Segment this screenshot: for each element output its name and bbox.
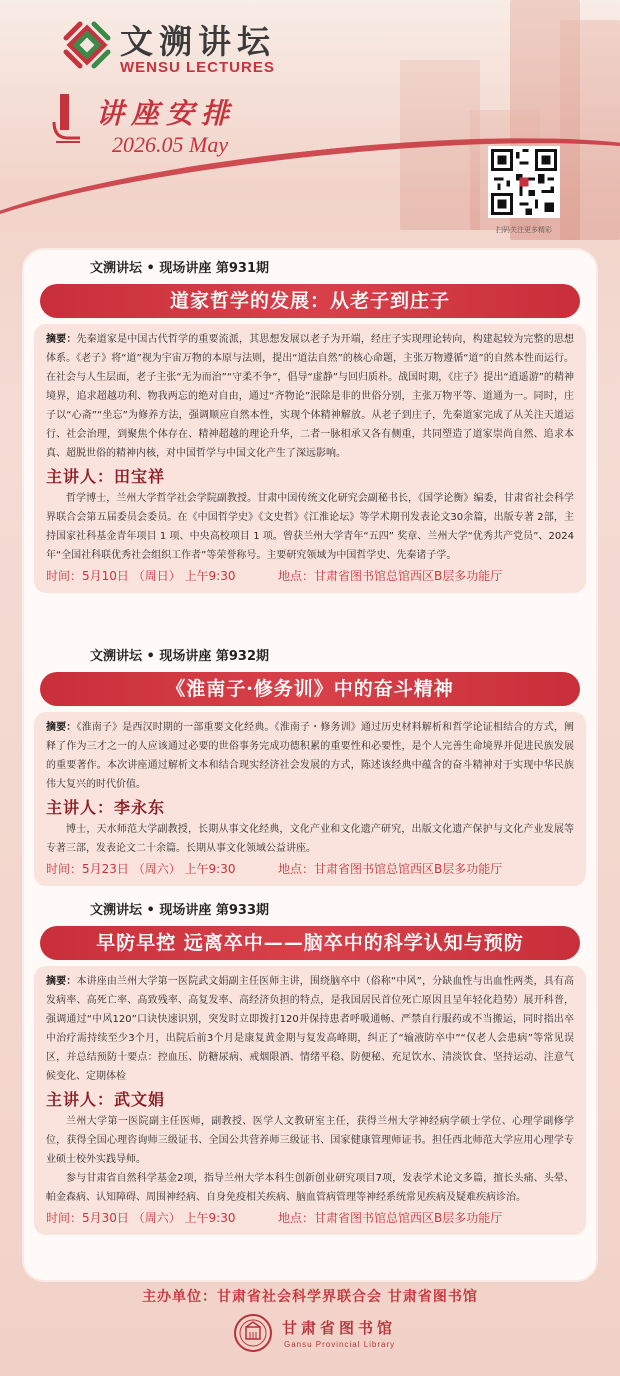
speaker-heading bbox=[46, 796, 574, 820]
schedule-date: 2026.05 May bbox=[112, 132, 229, 157]
lecture-location: 地点：甘肃省图书馆总馆西区B层多功能厅 bbox=[278, 569, 503, 583]
speaker-heading bbox=[46, 465, 574, 489]
brand-name-en: WENSU LECTURES bbox=[120, 59, 275, 76]
bookmark-ornament-icon bbox=[52, 92, 82, 144]
speaker-label: 主讲人： bbox=[46, 467, 115, 486]
lecture-series: 文溯讲坛 • 现场讲座 第932期 bbox=[90, 649, 270, 664]
lecture-location: 地点：甘肃省图书馆总馆西区B层多功能厅 bbox=[278, 862, 503, 876]
speaker-name: 李永东 bbox=[114, 798, 166, 817]
speaker-bio: 兰州大学第一医院副主任医师，副教授、医学人文教研室主任，获得兰州大学神经病学硕士学位、心理学副修学位，获得全国心理咨询师三级证书、全国公共营养师三级证书、国家健康管理师证书。担任西北师范大学应用心理学专业硕士校外实践导师。 bbox=[46, 1116, 574, 1165]
speaker-label: 主讲人： bbox=[46, 1090, 115, 1109]
header bbox=[0, 0, 620, 250]
speaker-name: 田宝祥 bbox=[114, 467, 166, 486]
abstract-text: 《淮南子》是西汉时期的一部重要文化经典。《淮南子・修务训》通过历史材料解析和哲学论证相结合的方式，阐释了作为三才之一的人应该通过必要的世俗事务完成功德积累的重要性和必要性，是个人完善生命境界并促进民族发展的重要著作。本次讲座通过解析文本和结合现实经济社会发展的方式，陈述该经典中蕴含的奋斗精神对于实现中华民族伟大复兴的时代价值。 bbox=[46, 722, 575, 790]
library-name-cn: 甘肃省图书馆 bbox=[282, 1319, 397, 1337]
lecture-series: 文溯讲坛 • 现场讲座 第931期 bbox=[90, 261, 270, 276]
lecture-title: 《淮南子·修务训》中的奋斗精神 bbox=[40, 672, 580, 706]
qr-caption: 扫码关注更多精彩 bbox=[496, 226, 552, 234]
lecture-title: 早防早控 远离卒中——脑卒中的科学认知与预防 bbox=[40, 926, 580, 960]
abstract-text: 先秦道家是中国古代哲学的重要流派，其思想发展以老子为开端，经庄子实现理论转向，构建起较为完整的思想体系。《老子》将“道”视为宇宙万物的本原与法则，提出“道法自然”的核心命题，主张万物遵循“道”的自然本性而运行。在社会与人生层面，老子主张“无为而治”“守柔不争”，倡导“虚静”与回归质朴。战国时期，《庄子》提出“逍遥游”的精神境界，追求超越功利、物我两忘的绝对自由，通过“齐物论”泯除是非的世俗分别，主张万物平等、道通为一。同时，庄子以“心斋”“坐忘”为修养方法，强调顺应自然本性，实现个体精神解放。从老子到庄子，先秦道家完成了从关注天道运行、社会治理，到聚焦个体存在、精神超越的理论升华，二者一脉相承又各有侧重，共同塑造了道家崇尚自然、追求本真、超脱世俗的精神内核，对中国哲学与中国文化产生了深远影响。 bbox=[46, 334, 575, 459]
abstract-label: 摘要： bbox=[46, 722, 77, 733]
speaker-bio: 参与甘肃省自然科学基金2项，指导兰州大学本科生创新创业研究项目7项，发表学术论文多篇，擅长头痛、头晕、帕金森病、认知障碍、周围神经病、自身免疫相关疾病、脑血管病管理等神经系统常见疾病及疑难疾病诊治。 bbox=[46, 1173, 574, 1203]
lecture-931 bbox=[34, 258, 586, 593]
lecture-time: 时间：5月23日 （周六） 上午9:30 bbox=[46, 862, 236, 876]
speaker-bio: 博士，天水师范大学副教授，长期从事文化经典，文化产业和文化遗产研究，出版文化遗产保护与文化产业发展等专著三部，发表论文二十余篇。长期从事文化领域公益讲座。 bbox=[46, 824, 574, 854]
library-name-en: Gansu Provincial Library bbox=[284, 1340, 396, 1349]
library-seal-icon bbox=[233, 1313, 273, 1353]
speaker-heading bbox=[46, 1088, 574, 1112]
schedule-title: 讲座安排 bbox=[96, 97, 237, 130]
lecture-meta bbox=[46, 1207, 574, 1229]
speaker-bio: 哲学博士，兰州大学哲学社会学院副教授。甘肃中国传统文化研究会副秘书长，《国学论衡》编委，甘肃省社会科学界联合会第五届委员会委员。在《中国哲学史》《文史哲》《江淮论坛》等学术期刊发表论文30余篇，出版专著 2部，主持国家社科基金青年项目 1 项、中央高校项目 1 项。曾获兰州大学青年“五四” 奖章、兰州大学“优秀共产党员”、2024年“全国社科联优秀社会组织工作者”等荣誉称号。主要研究领域为中国哲学史、先秦诸子学。 bbox=[46, 493, 574, 561]
lecture-meta bbox=[46, 565, 574, 587]
lecture-abstract bbox=[46, 330, 574, 463]
lecture-meta bbox=[46, 858, 574, 880]
lecture-title: 道家哲学的发展：从老子到庄子 bbox=[40, 284, 580, 318]
lecture-933 bbox=[34, 900, 586, 1235]
lecture-series: 文溯讲坛 • 现场讲座 第933期 bbox=[90, 903, 270, 918]
abstract-text: 本讲座由兰州大学第一医院武文娟副主任医师主讲，围绕脑卒中（俗称“中风”，分缺血性与出血性两类，具有高发病率、高死亡率、高致残率、高复发率、高经济负担的特点，是我国居民首位死亡原因且呈年轻化趋势）展开科普，强调通过“中风120”口诀快速识别，突发时立即拨打120并保持患者呼吸通畅、严禁自行服药或不当搬运，同时指出卒中治疗需持续至少3个月，出院后前3个月是康复黄金期与复发高峰期，纠正了“输液防卒中”“仅老人会患病”等常见误区，并总结预防十要点：控血压、防糖尿病、戒烟限酒、情绪平稳、防便秘、充足饮水、清淡饮食、坚持运动、注意气候变化、定期体检 bbox=[46, 976, 574, 1082]
lecture-932 bbox=[34, 646, 586, 886]
organizers: 主办单位：甘肃省社会科学界联合会 甘肃省图书馆 bbox=[142, 1289, 478, 1305]
lecture-time: 时间：5月30日 （周六） 上午9:30 bbox=[46, 1211, 236, 1225]
lecture-abstract bbox=[46, 718, 574, 794]
speaker-name: 武文娟 bbox=[114, 1090, 166, 1109]
abstract-label: 摘要： bbox=[46, 976, 77, 987]
lecture-panel bbox=[34, 712, 586, 886]
qr-code[interactable] bbox=[488, 146, 560, 218]
speaker-label: 主讲人： bbox=[46, 798, 115, 817]
abstract-label: 摘要： bbox=[46, 334, 77, 345]
knot-logo-icon bbox=[62, 20, 112, 70]
lecture-location: 地点：甘肃省图书馆总馆西区B层多功能厅 bbox=[278, 1211, 503, 1225]
lecture-panel bbox=[34, 966, 586, 1235]
lecture-time: 时间：5月10日 （周日） 上午9:30 bbox=[46, 569, 236, 583]
brand-name-cn: 文溯讲坛 bbox=[120, 22, 276, 61]
lecture-abstract bbox=[46, 972, 574, 1086]
lecture-panel bbox=[34, 324, 586, 593]
